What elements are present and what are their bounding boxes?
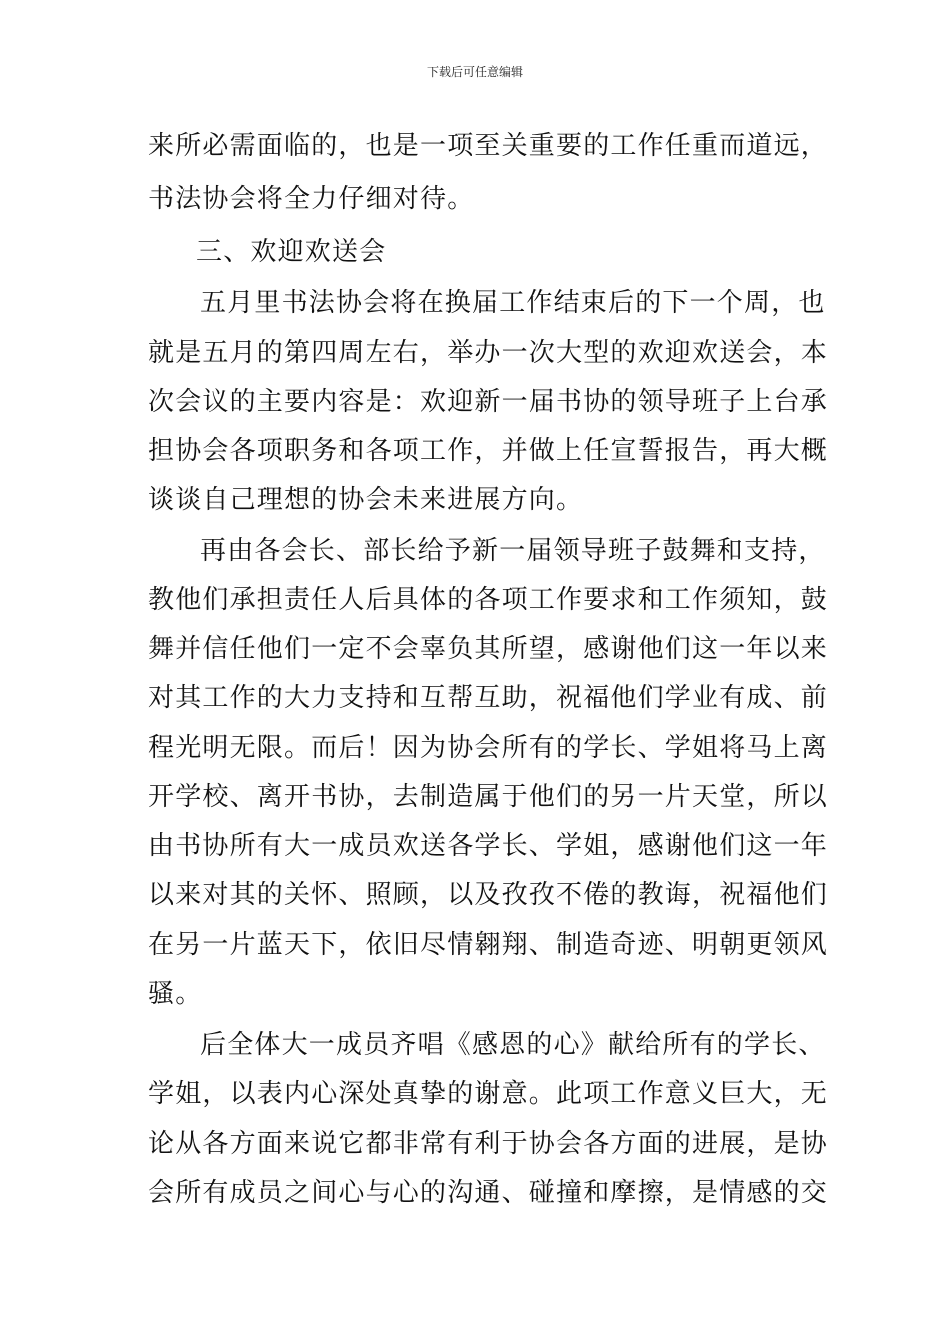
text-line: 以来对其的关怀、照顾，以及孜孜不倦的教诲，祝福他们 — [148, 880, 829, 910]
text-line: 开学校、离开书协，去制造属于他们的另一片天堂，所以 — [148, 782, 829, 812]
text-line: 会所有成员之间心与心的沟通、碰撞和摩擦，是情感的交 — [148, 1178, 829, 1208]
text-line: 就是五月的第四周左右，举办一次大型的欢迎欢送会，本 — [148, 338, 829, 368]
text-line: 对其工作的大力支持和互帮互助，祝福他们学业有成、前 — [148, 683, 829, 713]
text-line: 再由各会长、部长给予新一届领导班子鼓舞和支持， — [200, 536, 826, 566]
text-line: 论从各方面来说它都非常有利于协会各方面的进展，是协 — [148, 1129, 829, 1159]
section-heading: 三、欢迎欢送会 — [196, 237, 387, 267]
text-line: 舞并信任他们一定不会辜负其所望，感谢他们这一年以来 — [148, 634, 829, 664]
text-line: 后全体大一成员齐唱《感恩的心》献给所有的学长、 — [200, 1030, 826, 1060]
text-line: 程光明无限。而后！因为协会所有的学长、学姐将马上离 — [148, 733, 829, 763]
text-line: 谈谈自己理想的协会未来进展方向。 — [148, 485, 584, 515]
text-line: 书法协会将全力仔细对待。 — [148, 184, 475, 214]
text-line: 担协会各项职务和各项工作，并做上任宣誓报告，再大概 — [148, 436, 829, 466]
text-line: 在另一片蓝天下，依旧尽情翱翔、制造奇迹、明朝更领风 — [148, 930, 829, 960]
text-line: 由书协所有大一成员欢送各学长、学姐，感谢他们这一年 — [148, 831, 829, 861]
text-line: 次会议的主要内容是：欢迎新一届书协的领导班子上台承 — [148, 387, 829, 417]
text-line: 教他们承担责任人后具体的各项工作要求和工作须知，鼓 — [148, 585, 829, 615]
text-line: 五月里书法协会将在换届工作结束后的下一个周，也 — [200, 288, 826, 318]
text-line: 学姐，以表内心深处真挚的谢意。此项工作意义巨大，无 — [148, 1079, 829, 1109]
text-line: 来所必需面临的，也是一项至关重要的工作任重而道远， — [148, 131, 829, 161]
page-header: 下载后可任意编辑 — [426, 65, 523, 79]
text-line: 骚。 — [148, 979, 203, 1009]
